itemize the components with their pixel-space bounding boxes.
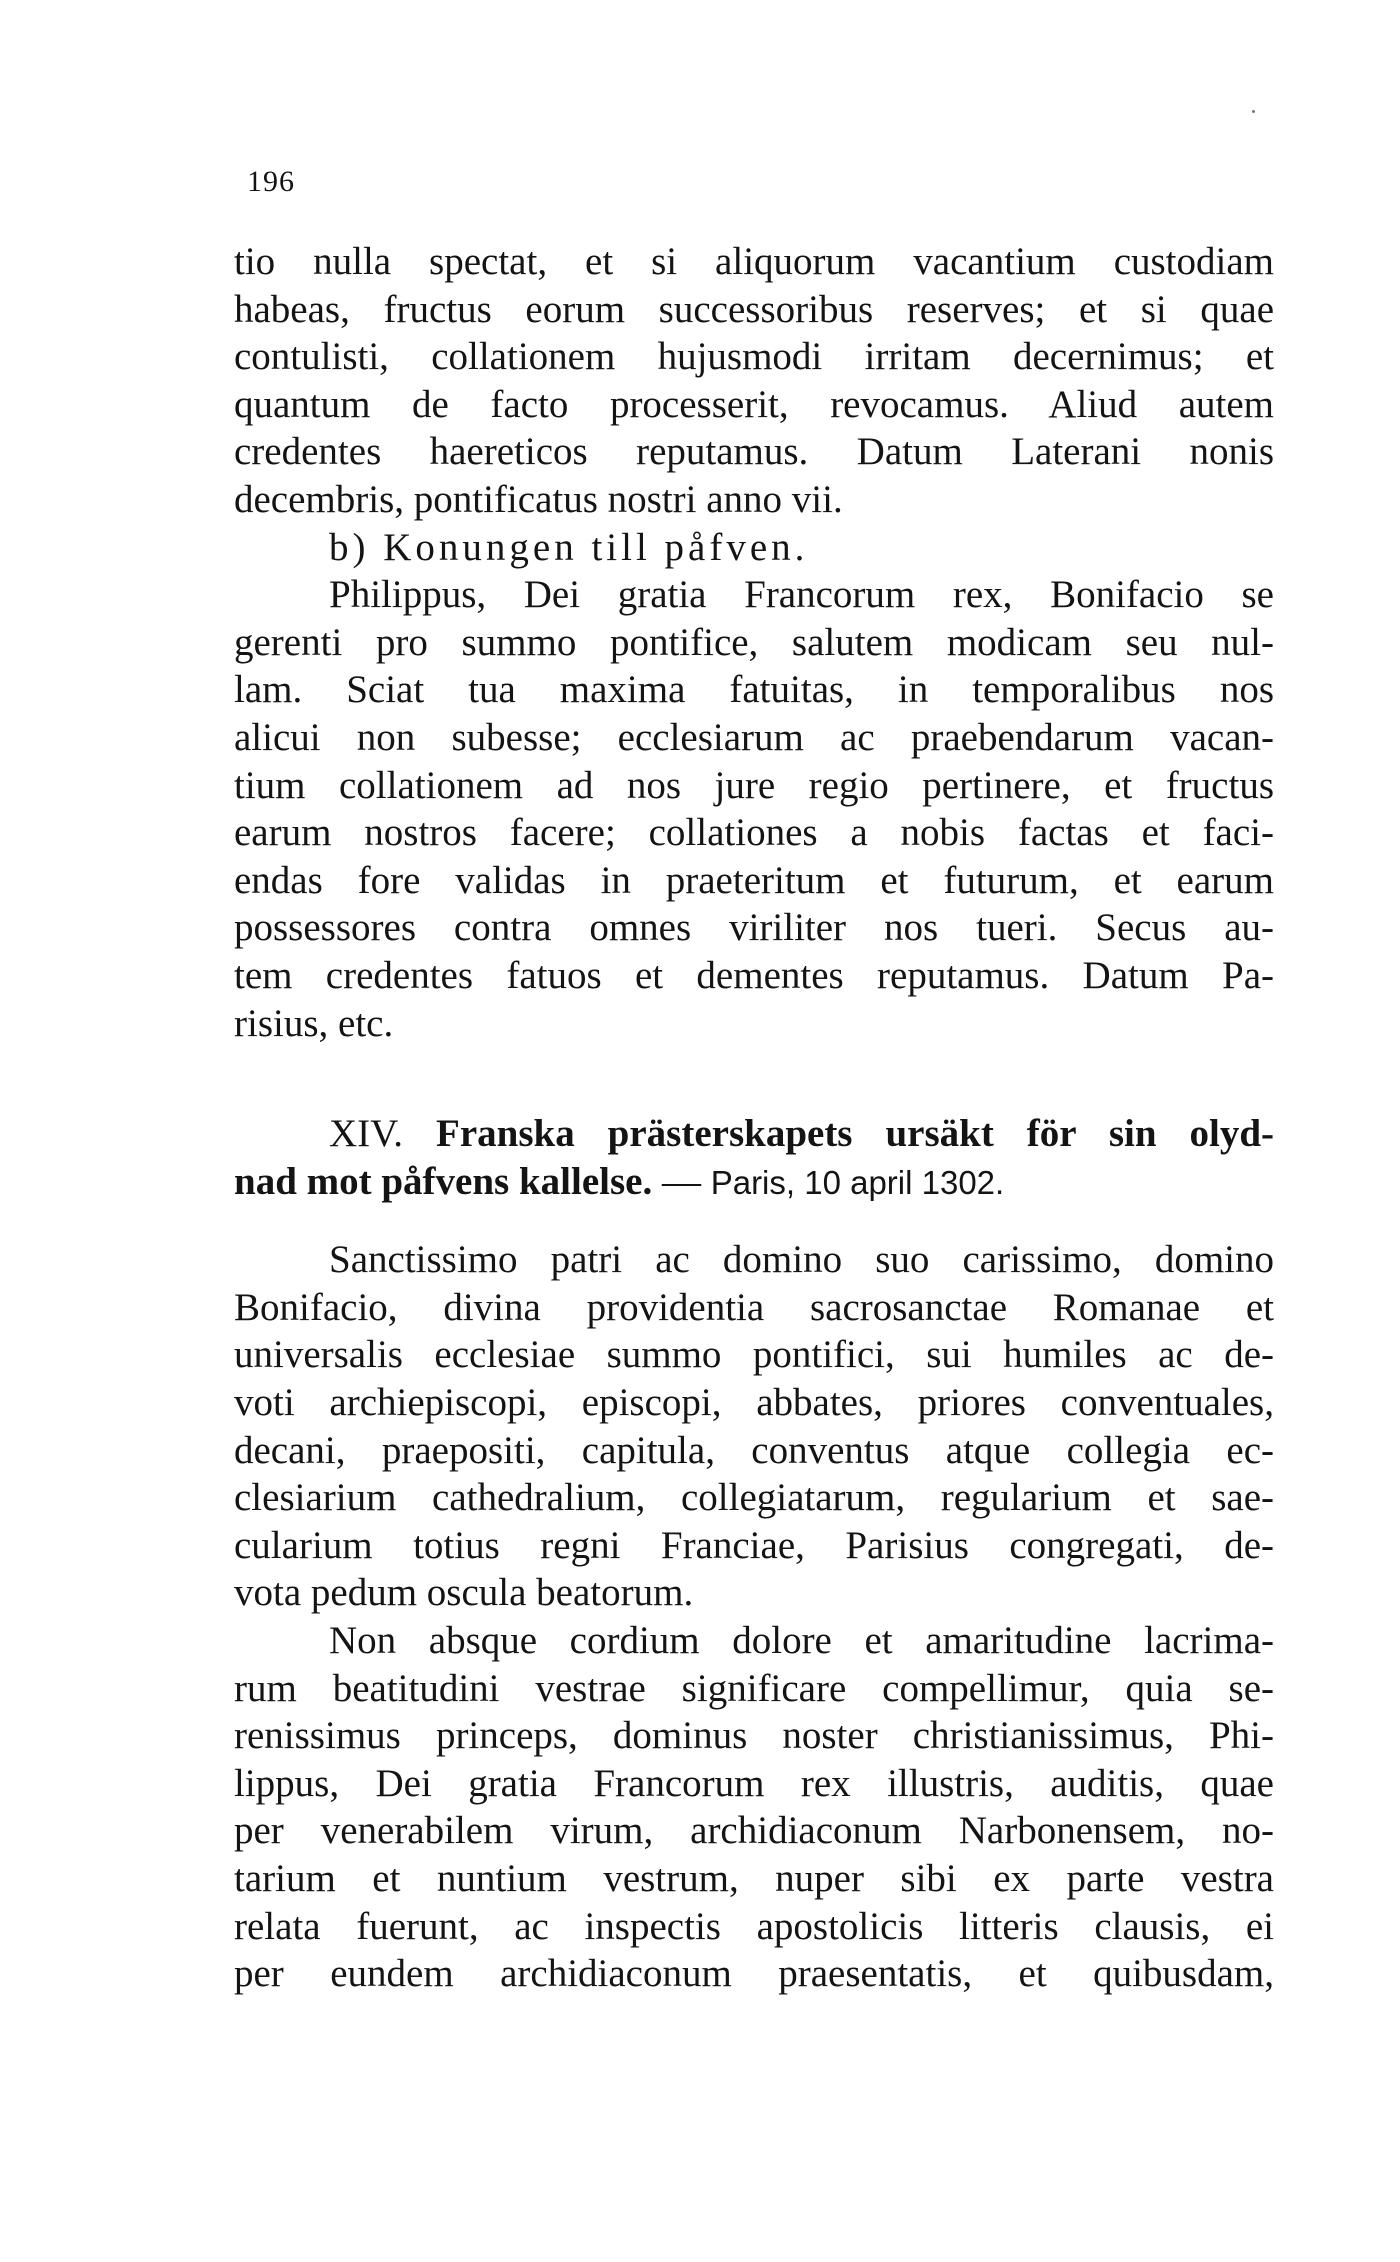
text-line: clesiarium cathedralium, collegiatarum, regularium et sae- [234,1476,1274,1520]
text-line: voti archiepiscopi, episcopi, abbates, priores conventuales, [234,1380,1274,1424]
text-line: tarium et nuntium vestrum, nuper sibi ex parte vestra [234,1856,1274,1900]
section-dash: — [661,1159,701,1203]
text-line: quantum de facto processerit, revocamus. Aliud autem [234,382,1274,426]
text-line: risius, etc. [234,1001,394,1045]
text-line: Non absque cordium dolore et amaritudine lacrima- [329,1618,1274,1662]
text-line: decembris, pontificatus nostri anno vii. [234,477,843,521]
text-line: tio nulla spectat, et si aliquorum vacantium custodiam [234,240,1274,283]
section-number: XIV. [329,1112,404,1155]
text-line: credentes haereticos reputamus. Datum Laterani nonis [234,430,1274,474]
text-line: gerenti pro summo pontifice, salutem modicam seu nul- [234,620,1274,664]
section-heading-line-2 [234,1158,1274,1206]
text-line: cularium totius regni Franciae, Parisius congregati, de- [234,1523,1274,1567]
page-number: 196 [247,165,295,198]
subheading: b) Konungen till påfven. [329,525,809,569]
section-place-date: Paris, 10 april 1302. [710,1163,1005,1201]
text-line: rum beatitudini vestrae significare compellimur, quia se- [234,1666,1274,1710]
text-line: lam. Sciat tua maxima fatuitas, in temporalibus nos [234,668,1274,712]
text-line: tem credentes fatuos et dementes reputamus. Datum Pa- [234,953,1274,997]
section-block [234,1110,1274,1998]
text-line: possessores contra omnes viriliter nos tueri. Secus au- [234,906,1274,950]
text-line: habeas, fructus eorum successoribus reserves; et si quae [234,287,1274,331]
section-title-part-1: Franska prästerskapets ursäkt för sin olyd- [436,1112,1275,1155]
text-line: vota pedum oscula beatorum. [234,1571,694,1615]
text-line: per eundem archidiaconum praesentatis, et quibusdam, [234,1952,1274,1996]
text-line: Bonifacio, divina providentia sacrosanctae Romanae et [234,1285,1274,1329]
text-line: earum nostros facere; collationes a nobis factas et faci- [234,811,1274,855]
text-line: renissimus princeps, dominus noster christianissimus, Phi- [234,1714,1274,1758]
text-line: endas fore validas in praeteritum et futurum, et earum [234,858,1274,902]
text-line: relata fuerunt, ac inspectis apostolicis litteris clausis, ei [234,1904,1274,1948]
text-line: decani, praepositi, capitula, conventus atque collegia ec- [234,1428,1274,1472]
text-line: tium collationem ad nos jure regio pertinere, et fructus [234,763,1274,807]
text-line: contulisti, collationem hujusmodi irritam decernimus; et [234,335,1274,379]
text-line: Sanctissimo patri ac domino suo carissimo, domino [329,1238,1274,1282]
text-line: per venerabilem virum, archidiaconum Narbonensem, no- [234,1809,1274,1853]
first-text-block [234,238,1274,1047]
section-heading-line-1 [234,1110,1274,1158]
text-line: Philippus, Dei gratia Francorum rex, Bonifacio se [329,573,1274,617]
scan-speck [1252,110,1255,113]
spacer [234,1205,1274,1236]
text-line: alicui non subesse; ecclesiarum ac praebendarum vacan- [234,715,1274,759]
section-title-part-2: nad mot påfvens kallelse. [234,1159,653,1203]
text-line: lippus, Dei gratia Francorum rex illustris, auditis, quae [234,1761,1274,1805]
text-line: universalis ecclesiae summo pontifici, sui humiles ac de- [234,1333,1274,1377]
